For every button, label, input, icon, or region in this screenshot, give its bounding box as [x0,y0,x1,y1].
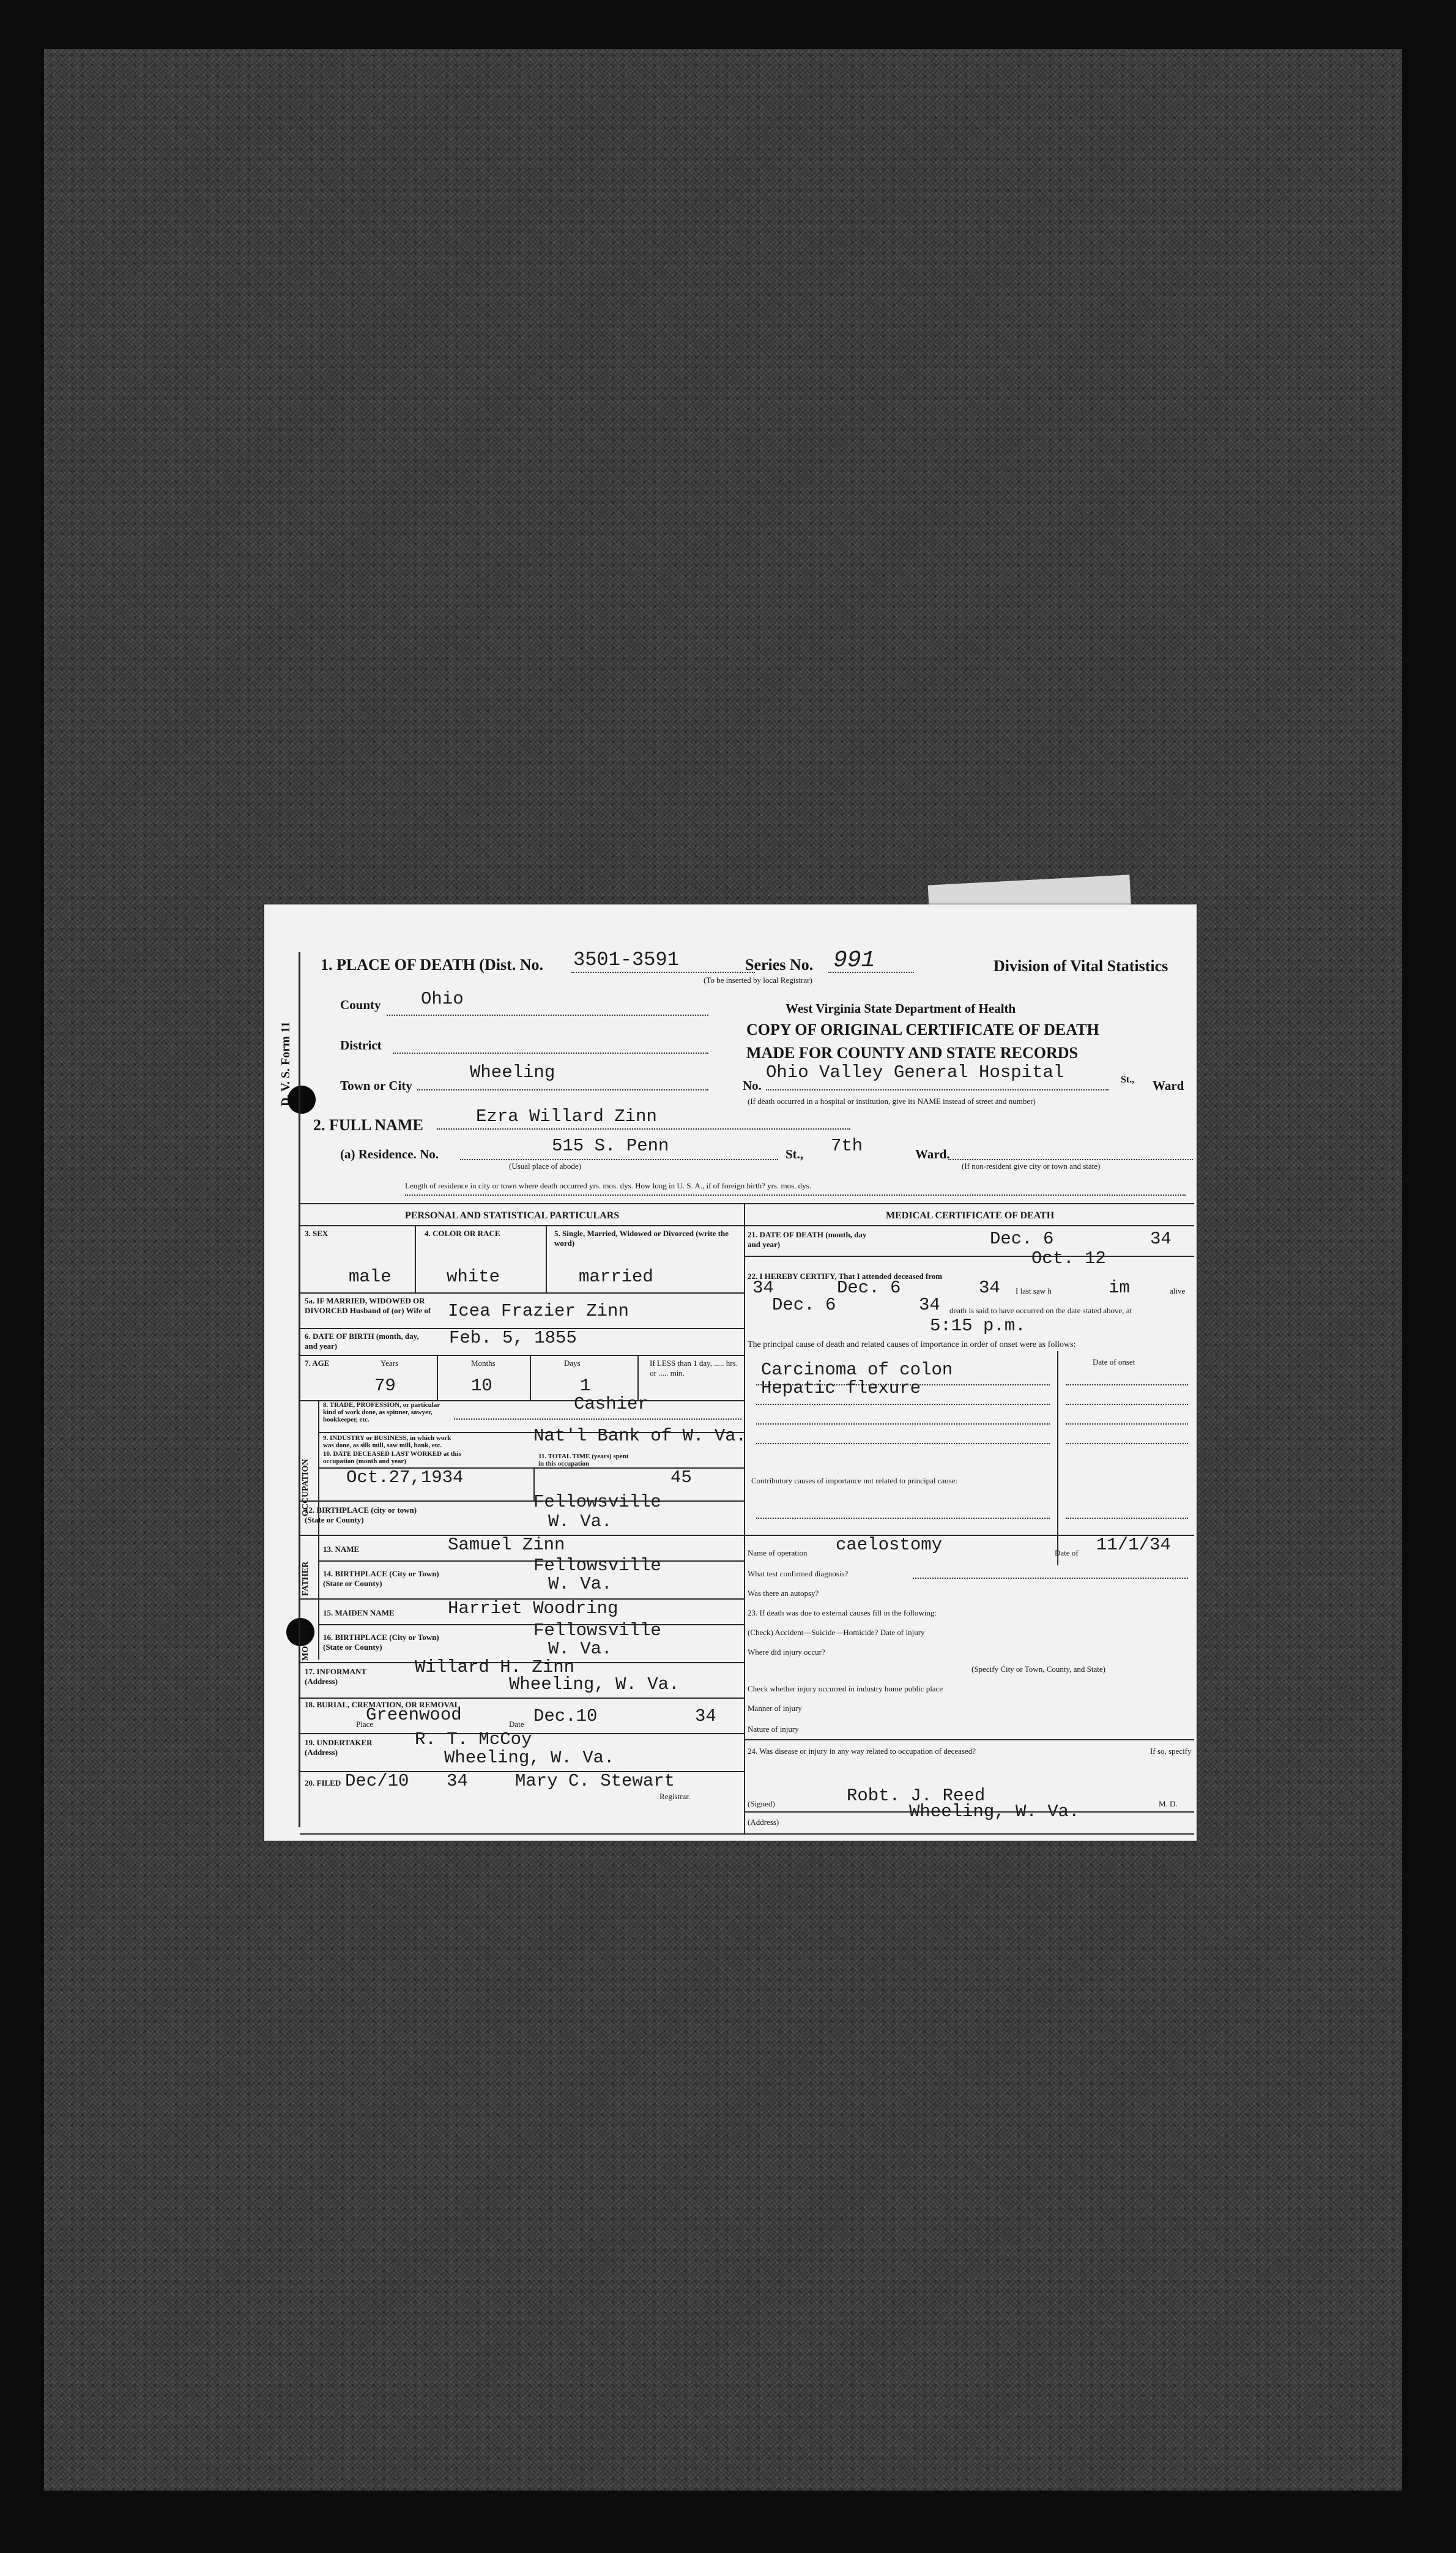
father-side-label: FATHER [301,1561,310,1596]
industry-label: 9. INDUSTRY or BUSINESS, in which work was done, as silk mill, saw mill, bank, etc. [323,1434,451,1449]
attended-to-year: 34 [979,1278,1000,1298]
death-time-value: 5:15 p.m. [930,1316,1026,1336]
age-days-label: Days [564,1358,581,1368]
residence-value: 515 S. Penn [552,1136,669,1156]
alive-label: alive [1170,1286,1186,1295]
last-saw-value: im [1109,1278,1130,1298]
father-birthplace-label: 14. BIRTHPLACE (City or Town) (State or County) [323,1569,439,1588]
operation-date-value: 11/1/34 [1096,1535,1171,1555]
filed-year-value: 34 [447,1771,468,1791]
age-years-value: 79 [374,1376,396,1396]
ward-label: Ward [1153,1078,1184,1093]
operation-label: Name of operation [748,1548,808,1557]
death-occurred-label: death is said to have occurred on the date stated above, at [949,1306,1132,1315]
informant-address: Wheeling, W. Va. [509,1674,680,1694]
undertaker-value: R. T. McCoy [415,1729,532,1750]
md-label: M. D. [1159,1799,1178,1808]
medical-header: MEDICAL CERTIFICATE OF DEATH [886,1210,1055,1221]
address-value: Wheeling, W. Va. [909,1802,1080,1822]
signed-value: Robt. J. Reed [847,1786,986,1806]
full-name-label: 2. FULL NAME [313,1116,423,1134]
certificate-title-1: COPY OF ORIGINAL CERTIFICATE OF DEATH [746,1021,1099,1038]
certify-label: 22. I HEREBY CERTIFY, That I attended deceased from [748,1272,943,1281]
death-certificate [264,904,1197,1841]
dist-no: 3501-3591 [573,949,679,971]
registrar-label: Registrar. [659,1792,691,1801]
mother-birthplace-value-1: Fellowsville [533,1620,661,1641]
full-name-value: Ezra Willard Zinn [476,1106,657,1127]
dept-label: West Virginia State Department of Health [786,1001,1016,1016]
death-date-value: Dec. 6 [772,1295,836,1315]
industry-check-label: Check whether injury occurred in industry home public place [748,1684,943,1693]
color-value: white [447,1267,500,1287]
county-label: County [340,997,381,1012]
age-days-value: 1 [580,1376,591,1396]
father-birthplace-value-1: Fellowsville [533,1556,661,1576]
occupation-related-label: 24. Was disease or injury in any way related to occupation of deceased? [748,1746,976,1756]
age-label: 7. AGE [305,1358,330,1368]
age-years-label: Years [381,1358,399,1368]
county-value: Ohio [421,989,464,1009]
if-so-label: If so, specify [1150,1746,1192,1756]
operation-date-label: Date of [1055,1548,1079,1557]
spouse-label: 5a. IF MARRIED, WIDOWED OR DIVORCED Husband of (or) Wife of [305,1296,431,1315]
residence-ward-value: 7th [831,1136,863,1156]
burial-label: 18. BURIAL, CREMATION, OR REMOVAL [305,1700,460,1709]
less-than-label: If LESS than 1 day, ..... hrs. or ..... min. [650,1358,738,1377]
autopsy-label: Was there an autopsy? [748,1589,819,1598]
last-worked-label: 10. DATE DECEASED LAST WORKED at this occupation (month and year) [323,1450,461,1465]
series-label: Series No. [745,956,814,974]
attended-from-date: Oct. 12 [1031,1248,1106,1269]
dob-label: 6. DATE OF BIRTH (month, day, and year) [305,1332,419,1351]
division-label: Division of Vital Statistics [994,957,1168,975]
birthplace-value-2: W. Va. [548,1511,612,1532]
date-of-death-label: 21. DATE OF DEATH (month, day and year) [748,1230,867,1249]
series-no: 991 [833,947,875,974]
personal-header: PERSONAL AND STATISTICAL PARTICULARS [405,1210,620,1221]
filed-date-value: Dec/10 [345,1771,409,1791]
town-label: Town or City [340,1078,412,1093]
mother-side-label: MOTHER [301,1622,310,1661]
filed-label: 20. FILED [305,1778,341,1787]
undertaker-address: Wheeling, W. Va. [444,1748,615,1768]
birthplace-value-1: Fellowsville [533,1492,661,1512]
injury-place-label: Where did injury occur? [748,1647,825,1657]
no-st-label [743,1078,762,1094]
hospital-note: (If death occurred in a hospital or institution, give its NAME instead of street and number) [748,1097,1036,1106]
burial-place-label: Place [356,1720,374,1729]
industry-value: Nat'l Bank of W. Va. [533,1426,747,1446]
burial-place-value: Greenwood [366,1705,462,1725]
certificate-title-2: MADE FOR COUNTY AND STATE RECORDS [746,1044,1078,1062]
occupation-side-label: OCCUPATION [301,1459,310,1516]
date-of-death-year: 34 [1150,1229,1172,1249]
hospital-value: Ohio Valley General Hospital [766,1062,1064,1083]
burial-date-label: Date [509,1720,524,1729]
city-town-note: (Specify City or Town, County, and State) [971,1664,1105,1674]
sex-label: 3. SEX [305,1229,329,1238]
undertaker-label: 19. UNDERTAKER (Address) [305,1738,373,1757]
burial-year-value: 34 [695,1706,716,1726]
cause-label: The principal cause of death and related causes of importance in order of onset were as follows: [748,1340,1076,1349]
color-label: 4. COLOR OR RACE [425,1229,500,1238]
father-name-value: Samuel Zinn [448,1535,565,1555]
operation-value: caelostomy [836,1535,943,1555]
attended-from-year: 34 [752,1278,774,1298]
nonresident-note: (If non-resident give city or town and state) [962,1161,1101,1171]
total-time-label: 11. TOTAL TIME (years) spent in this occupation [538,1453,629,1467]
test-label: What test confirmed diagnosis? [748,1569,849,1578]
date-of-onset-label: Date of onset [1093,1357,1135,1366]
last-saw-label: I last saw h [1016,1286,1052,1295]
cause-1: Carcinoma of colon [761,1360,953,1380]
manner-label: Manner of injury [748,1704,802,1713]
last-worked-value: Oct.27,1934 [346,1467,464,1488]
total-time-value: 45 [670,1467,692,1488]
marital-label: 5. Single, Married, Widowed or Divorced (write the word) [554,1229,729,1248]
marital-value: married [579,1267,653,1287]
spouse-value: Icea Frazier Zinn [448,1301,629,1321]
contributory-label: Contributory causes of importance not related to principal cause: [751,1476,958,1485]
check-label: (Check) Accident—Suicide—Homicide? Date of injury [748,1628,925,1637]
usual-place-note: (Usual place of abode) [509,1161,582,1171]
informant-label: 17. INFORMANT (Address) [305,1667,366,1686]
dob-value: Feb. 5, 1855 [449,1328,577,1348]
town-value: Wheeling [470,1062,555,1083]
sex-value: male [349,1267,392,1287]
cause-2: Hepatic flexure [761,1378,921,1398]
father-birthplace-value-2: W. Va. [548,1574,612,1594]
age-months-label: Months [471,1358,496,1368]
to-be-inserted-note: (To be inserted by local Registrar) [704,975,812,985]
st-label: St., [1121,1075,1135,1085]
registrar-value: Mary C. Stewart [515,1771,675,1791]
maiden-name-label: 15. MAIDEN NAME [323,1608,395,1617]
trade-label: 8. TRADE, PROFESSION, or particular kind of work done, as spinner, sawyer, bookkeeper, etc. [323,1401,440,1423]
no-label: No. [743,1078,762,1093]
maiden-name-value: Harriet Woodring [448,1598,618,1619]
attended-to-date: Dec. 6 [837,1278,901,1298]
form-number-side-label: D. V. S. Form 11 [279,1021,292,1106]
district-label: District [340,1038,382,1053]
length-of-residence-line: Length of residence in city or town where death occurred yrs. mos. dys. How long in U. S. A., if of foreign birth? yrs. mos. dys. [405,1181,811,1190]
residence-ward-label: Ward. [915,1147,950,1161]
age-months-value: 10 [471,1376,492,1396]
mother-birthplace-value-2: W. Va. [548,1639,612,1659]
father-name-label: 13. NAME [323,1545,360,1554]
mother-birthplace-label: 16. BIRTHPLACE (City or Town) (State or County) [323,1633,439,1652]
residence-label: (a) Residence. No. [340,1147,439,1161]
signed-label: (Signed) [748,1799,775,1808]
external-causes-label: 23. If death was due to external causes fill in the following: [748,1608,937,1617]
death-year-value: 34 [919,1295,940,1315]
nature-label: Nature of injury [748,1724,799,1734]
birthplace-label: 12. BIRTHPLACE (city or town) (State or County) [305,1505,417,1524]
trade-value: Cashier [574,1394,648,1414]
address-label: (Address) [748,1817,779,1827]
date-of-death-value: Dec. 6 [990,1229,1054,1249]
place-of-death-label: 1. PLACE OF DEATH (Dist. No. [321,956,543,974]
burial-date-value: Dec.10 [533,1706,598,1726]
residence-st-label: St., [786,1147,804,1161]
informant-value: Willard H. Zinn [415,1657,575,1677]
